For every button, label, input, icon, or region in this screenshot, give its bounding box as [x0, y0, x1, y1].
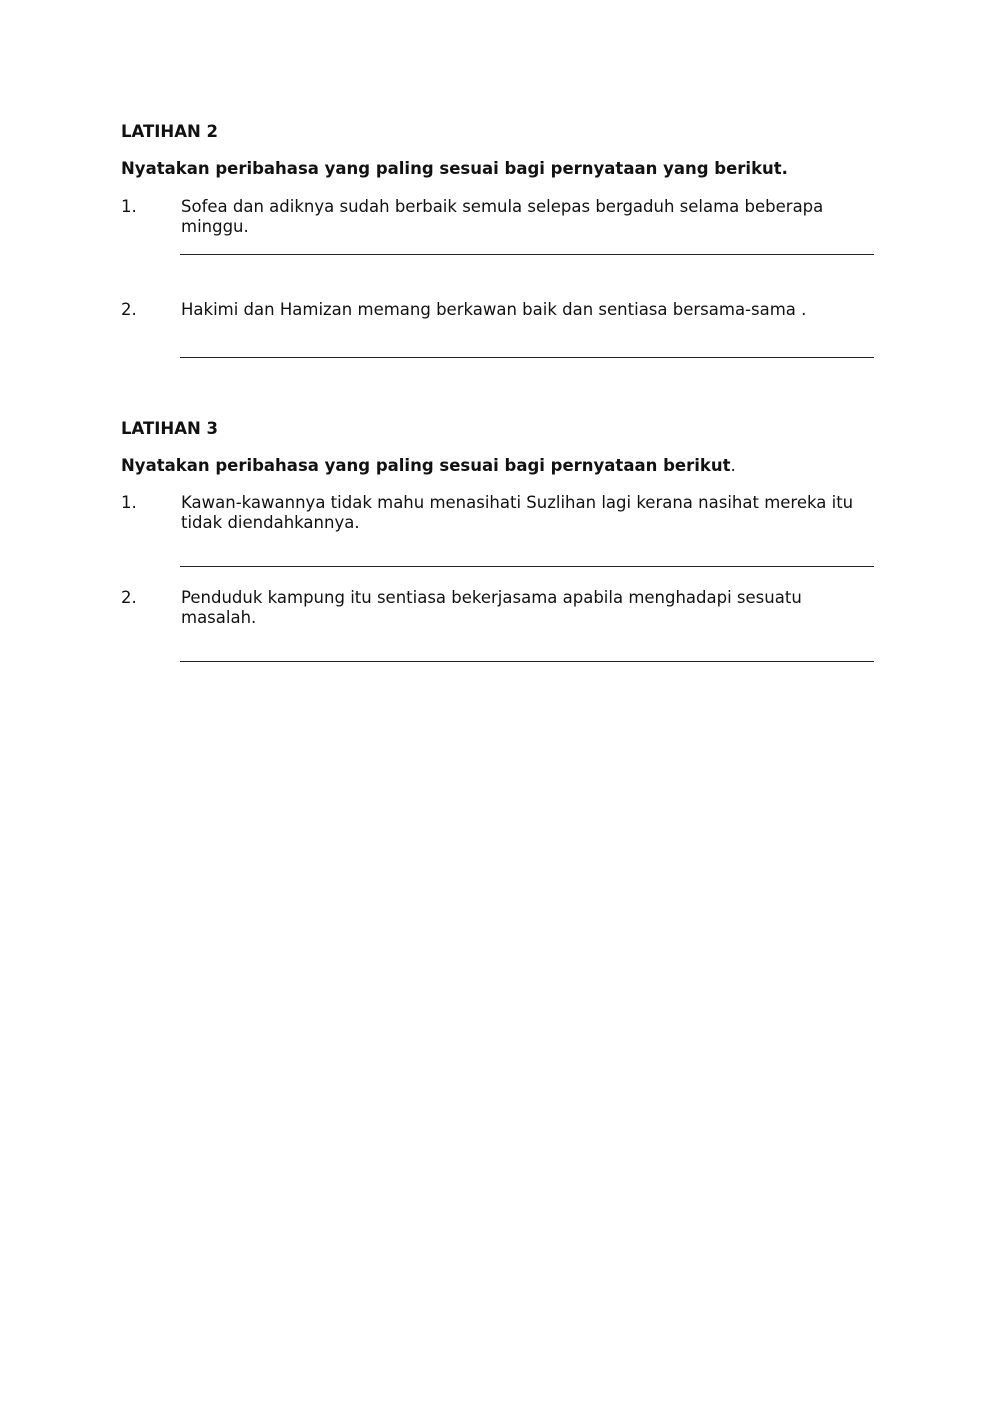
answer-line[interactable] — [180, 566, 874, 567]
section-heading-latihan-2: LATIHAN 2 — [121, 122, 219, 141]
question-text-line1: Sofea dan adiknya sudah berbaik semula selepas bergaduh selama beberapa — [181, 197, 824, 216]
question-number: 1. — [121, 493, 137, 512]
instruction-latihan-2 — [121, 159, 788, 179]
instruction-text: Nyatakan peribahasa yang paling sesuai bagi pernyataan berikut — [121, 456, 731, 475]
question-text-line2: minggu. — [181, 217, 249, 236]
instruction-tail: . — [730, 456, 736, 475]
section-heading-latihan-3: LATIHAN 3 — [121, 419, 219, 438]
question-text-line2: masalah. — [181, 608, 257, 627]
question-text-line2: tidak diendahkannya. — [181, 513, 360, 532]
question-text-line1: Kawan-kawannya tidak mahu menasihati Suzlihan lagi kerana nasihat mereka itu — [181, 493, 854, 512]
instruction-latihan-3 — [121, 456, 736, 476]
question-number: 1. — [121, 197, 137, 216]
answer-line[interactable] — [180, 357, 874, 358]
question-text-line1: Penduduk kampung itu sentiasa bekerjasama apabila menghadapi sesuatu — [181, 588, 802, 607]
answer-line[interactable] — [180, 661, 874, 662]
answer-line[interactable] — [180, 254, 874, 255]
question-number: 2. — [121, 300, 137, 319]
instruction-text: Nyatakan peribahasa yang paling sesuai bagi pernyataan yang berikut. — [121, 159, 788, 178]
question-text-line1: Hakimi dan Hamizan memang berkawan baik dan sentiasa bersama-sama . — [181, 300, 807, 319]
question-number: 2. — [121, 588, 137, 607]
